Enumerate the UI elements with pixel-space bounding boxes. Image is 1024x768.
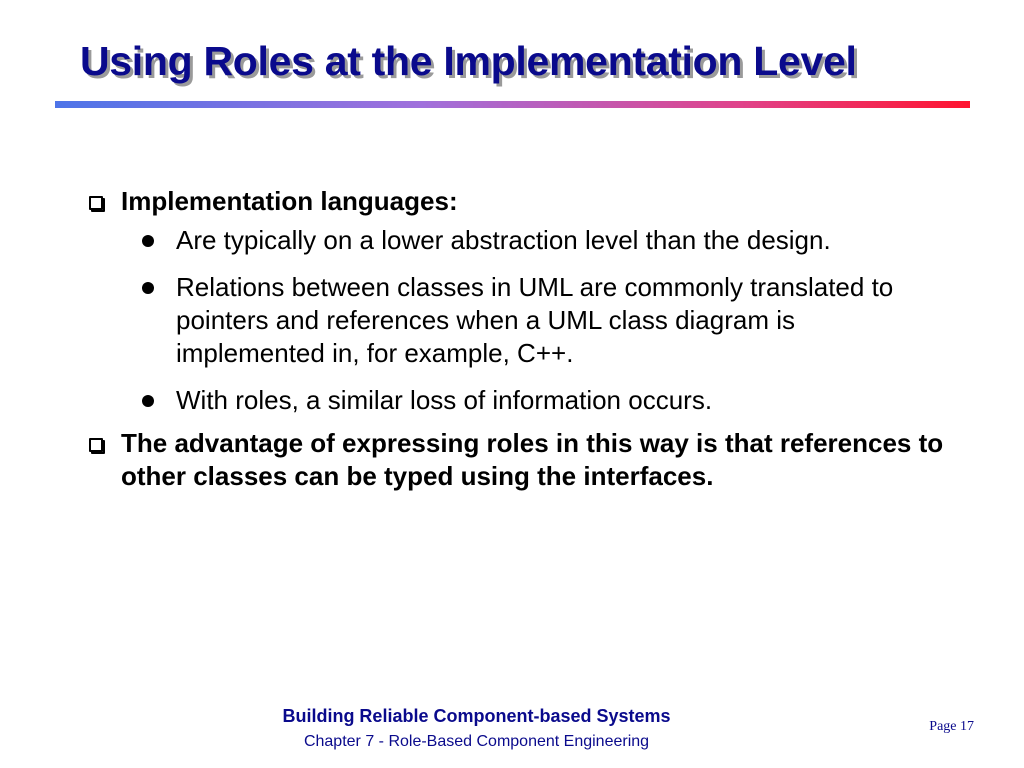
bullet-item <box>86 185 946 218</box>
bullet-text: Implementation languages: <box>121 186 458 216</box>
sub-bullet-item <box>86 384 946 417</box>
checkbox-bullet-icon <box>89 196 103 210</box>
bullet-item <box>86 427 946 493</box>
dot-bullet-icon <box>142 282 154 294</box>
slide-title: Using Roles at the Implementation Level <box>80 38 857 84</box>
sub-bullet-item <box>86 224 946 257</box>
dot-bullet-icon <box>142 235 154 247</box>
footer-chapter: Chapter 7 - Role-Based Component Engineering <box>303 733 650 750</box>
sub-bullet-text: Relations between classes in UML are commonly translated to pointers and references when a UML class diagram is implemented in, for example, C++. <box>176 272 894 368</box>
title-underline-rule <box>55 101 970 108</box>
page-number: Page 17 <box>929 719 974 734</box>
checkbox-bullet-icon <box>89 438 103 452</box>
sub-bullet-text: With roles, a similar loss of information occurs. <box>176 385 713 415</box>
sub-bullet-text: Are typically on a lower abstraction level than the design. <box>176 225 831 255</box>
footer-book-title: Building Reliable Component-based Systems <box>282 706 671 726</box>
bullet-text: The advantage of expressing roles in this way is that references to other classes can be typed using the interfaces. <box>121 428 944 491</box>
dot-bullet-icon <box>142 395 154 407</box>
sub-bullet-item <box>86 271 946 370</box>
slide-body <box>86 185 946 499</box>
